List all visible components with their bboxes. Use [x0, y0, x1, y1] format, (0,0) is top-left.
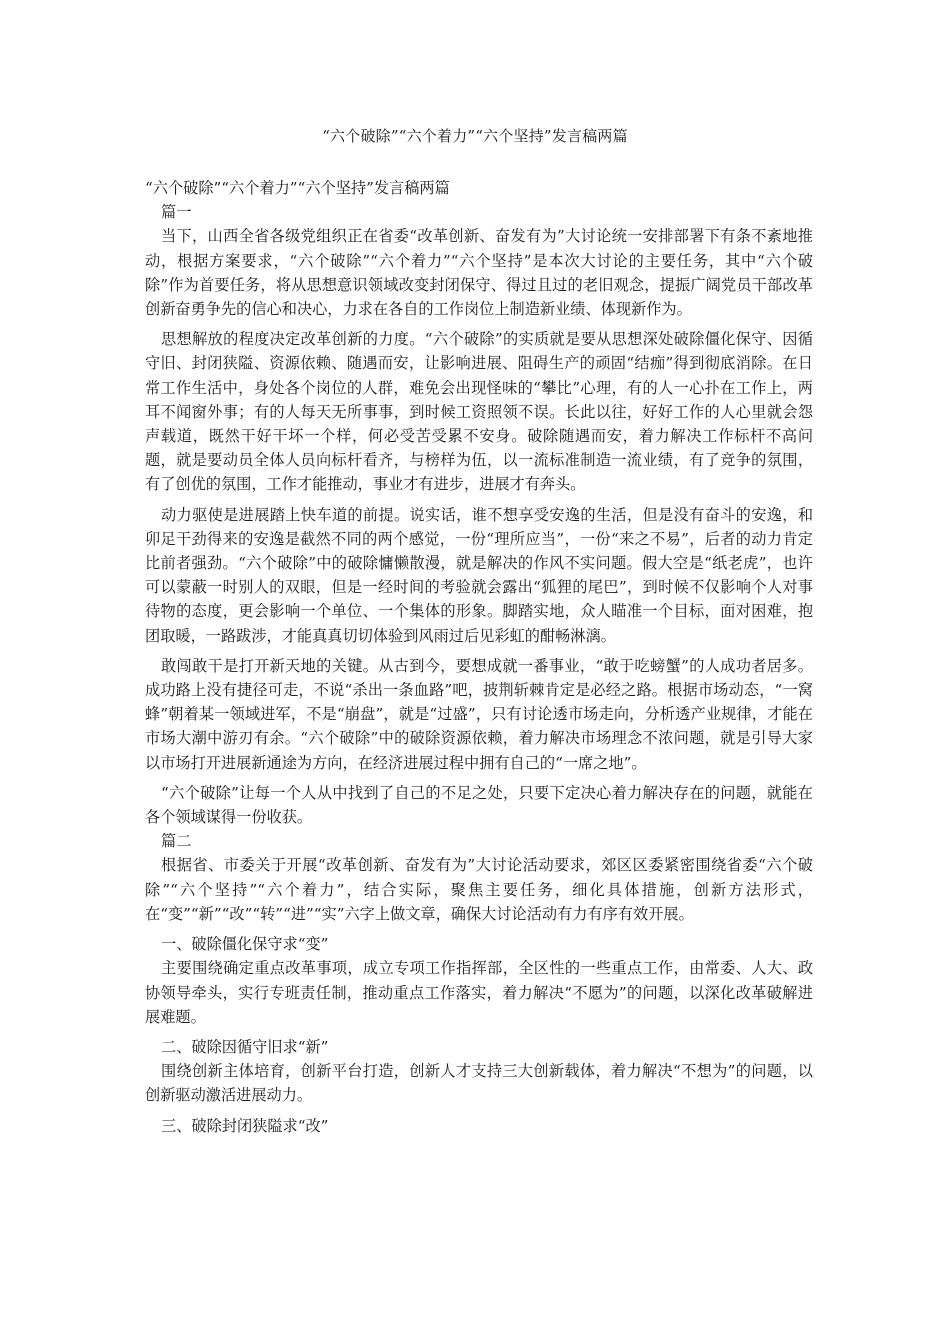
document-body [145, 176, 813, 1138]
part1-label: 篇一 [161, 203, 192, 222]
part2-section-3-heading: 三、破除封闭狭隘求“改” [161, 1116, 329, 1135]
part1-paragraph-2: 思想解放的程度决定改革创新的力度。“六个破除”的实质就是要从思想深处破除僵化保守、因循守旧、封闭狭隘、资源依赖、随遇而安，让影响进展、阻碍生产的顽固“结痂”得到彻底消除。在日常工作生活中，身处各个岗位的人群，难免会出现怪味的“攀比”心理，有的人一心扑在工作上，两耳不闻窗外事；有的人每天无所事事，到时候工资照领不误。长此以往，好好工作的人心里就会怨声载道，既然干好干坏一个样，何必受苦受累不安身。破除随遇而安，着力解决工作标杆不高问题，就是要动员全体人员向标杆看齐，与榜样为伍，以一流标准制造一流业绩，有了竞争的氛围，有了创优的氛围，工作才能推动，事业才有进步，进展才有奔头。 [145, 330, 813, 494]
part2-intro: 根据省、市委关于开展“改革创新、奋发有为”大讨论活动要求，郊区区委紧密围绕省委“六个破除”“六个坚持”“六个着力”，结合实际，聚焦主要任务，细化具体措施，创新方法形式，在“变”“新”“改”“转”“进”“实”六字上做文章，确保大讨论活动有力有序有效开展。 [145, 856, 813, 923]
part2-label: 篇二 [161, 832, 192, 851]
document-subtitle: “六个破除”“六个着力”“六个坚持”发言稿两篇 [145, 179, 450, 197]
part2-section-2-heading: 二、破除因循守旧求“新” [161, 1037, 329, 1056]
part2-section-1-heading: 一、破除僵化保守求“变” [161, 935, 329, 954]
document-title: “六个破除”“六个着力”“六个坚持”发言稿两篇 [322, 127, 628, 145]
part1-paragraph-3: 动力驱使是进展踏上快车道的前提。说实话，谁不想享受安逸的生活，但是没有奋斗的安逸，和卯足干劲得来的安逸是截然不同的两个感觉，一份“理所应当”，一份“来之不易”，后者的动力肯定比前者强劲。“六个破除”中的破除慵懒散漫，就是解决的作风不实问题。假大空是“纸老虎”，也许可以蒙蔽一时别人的双眼，但是一经时间的考验就会露出“狐狸的尾巴”，到时候不仅影响个人对事待物的态度，更会影响一个单位、一个集体的形象。脚踏实地，众人瞄准一个目标，面对困难，抱团取暖，一路跋涉，才能真真切切体验到风雨过后见彩虹的酣畅淋漓。 [145, 505, 813, 645]
part2-section-2-body: 围绕创新主体培育，创新平台打造，创新人才支持三大创新载体，着力解决“不想为”的问题，以创新驱动激活进展动力。 [145, 1062, 813, 1105]
part1-paragraph-4: 敢闯敢干是打开新天地的关键。从古到今，要想成就一番事业，“敢于吃螃蟹”的人成功者居多。成功路上没有捷径可走，不说“杀出一条血路”吧，披荆斩棘肯定是必经之路。根据市场动态，“一窝蜂”朝着某一领域进军，不是“崩盘”，就是“过盛”，只有讨论透市场走向，分析透产业规律，才能在市场大潮中游刃有余。“六个破除”中的破除资源依赖，着力解决市场理念不浓问题，就是引导大家以市场打开进展新通途为方向，在经济进展过程中拥有自己的“一席之地”。 [145, 656, 813, 772]
part1-paragraph-5: “六个破除”让每一个人从中找到了自己的不足之处，只要下定决心着力解决存在的问题，就能在各个领域谋得一份收获。 [145, 783, 813, 827]
part2-section-1-body: 主要围绕确定重点改革事项，成立专项工作指挥部，全区性的一些重点工作，由常委、人大、政协领导牵头，实行专班责任制，推动重点工作落实，着力解决“不愿为”的问题，以深化改革破解进展难题。 [145, 959, 813, 1026]
part1-paragraph-1: 当下，山西全省各级党组织正在省委“改革创新、奋发有为”大讨论统一安排部署下有条不紊地推动，根据方案要求，“六个破除”“六个着力”“六个坚持”是本次大讨论的主要任务，其中“六个破除”作为首要任务，将从思想意识领域改变封闭保守、得过且过的老旧观念，提振广阔党员干部改革创新奋勇争先的信心和决心，力求在各自的工作岗位上制造新业绩、体现新作为。 [145, 227, 813, 319]
